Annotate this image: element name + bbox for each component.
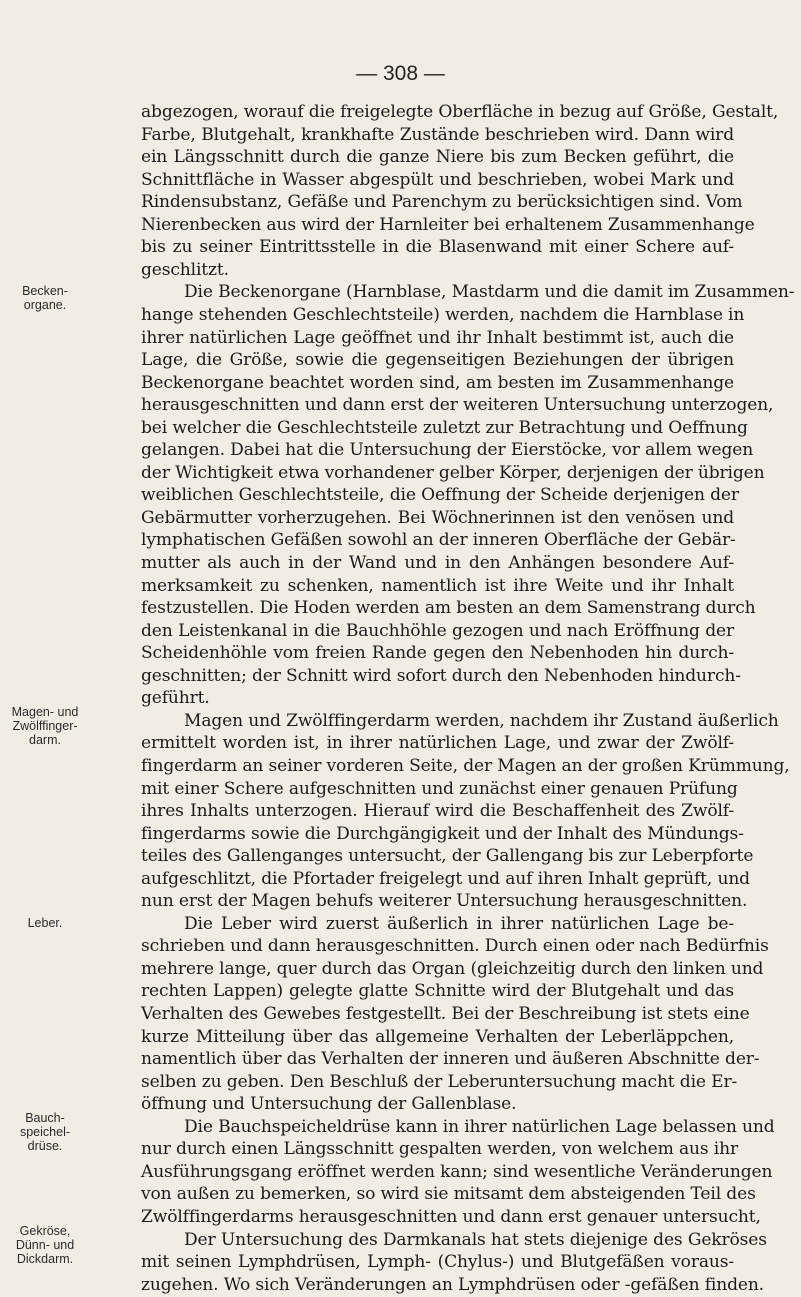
text-line: nun erst der Magen behufs weiterer Untersuchung herausgeschnitten. [141,891,748,911]
text-line: mit seinen Lymphdrüsen, Lymph- (Chylus-) und Blutgefäßen voraus- [141,1252,734,1272]
text-line: ermittelt worden ist, in ihrer natürlichen Lage, und zwar der Zwölf- [141,733,734,753]
text-line: fingerdarm an seiner vorderen Seite, der Magen an der großen Krümmung, [141,756,790,776]
text-line: aufgeschlitzt, die Pfortader freigelegt und auf ihren Inhalt geprüft, und [141,869,750,889]
margin-note: Leber. [27,916,63,930]
text-line: nur durch einen Längsschnitt gespalten werden, von welchem aus ihr [141,1139,738,1159]
text-line: Verhalten des Gewebes festgestellt. Bei der Beschreibung ist stets eine [141,1004,750,1024]
text-line: namentlich über das Verhalten der inneren und äußeren Abschnitte der- [141,1049,760,1069]
text-line: geschnitten; der Schnitt wird sofort durch den Nebenhoden hindurch- [141,666,741,686]
margin-note: Bauch- speichel- drüse. [19,1111,71,1153]
text-line: kurze Mitteilung über das allgemeine Verhalten der Leberläppchen, [141,1027,734,1047]
text-line: Scheidenhöhle vom freien Rande gegen den Nebenhoden hin durch- [141,643,734,663]
text-line: Die Beckenorgane (Harnblase, Mastdarm und die damit im Zusammen- [184,282,795,302]
text-line: bis zu seiner Eintrittsstelle in die Blasenwand mit einer Schere auf- [141,237,734,257]
text-line: Farbe, Blutgehalt, krankhafte Zustände beschrieben wird. Dann wird [141,125,734,145]
text-line: zugehen. Wo sich Veränderungen an Lymphdrüsen oder -gefäßen finden. [141,1275,764,1295]
text-line: Nierenbecken aus wird der Harnleiter bei erhaltenem Zusammenhange [141,215,755,235]
text-line: ihrer natürlichen Lage geöffnet und ihr Inhalt bestimmt ist, auch die [141,328,734,348]
text-line: weiblichen Geschlechtsteile, die Oeffnung der Scheide derjenigen der [141,485,739,505]
text-line: mutter als auch in der Wand und in den Anhängen besondere Auf- [141,553,734,573]
page-number: — 308 — [356,62,445,85]
text-line: Ausführungsgang eröffnet werden kann; sind wesentliche Veränderungen [141,1162,773,1182]
text-line: öffnung und Untersuchung der Gallenblase. [141,1094,517,1114]
text-line: Schnittfläche in Wasser abgespült und beschrieben, wobei Mark und [141,170,734,190]
text-line: mehrere lange, quer durch das Organ (gleichzeitig durch den linken und [141,959,764,979]
text-line: Magen und Zwölffingerdarm werden, nachdem ihr Zustand äußerlich [184,711,779,731]
text-line: schrieben und dann herausgeschnitten. Durch einen oder nach Bedürfnis [141,936,769,956]
text-line: Die Bauchspeicheldrüse kann in ihrer natürlichen Lage belassen und [184,1117,775,1137]
text-line: Lage, die Größe, sowie die gegenseitigen Beziehungen der übrigen [141,350,734,370]
text-line: geführt. [141,688,210,708]
margin-note: Gekröse, Dünn- und Dickdarm. [15,1224,75,1266]
margin-note: Becken- organe. [22,284,68,312]
text-line: lymphatischen Gefäßen sowohl an der inneren Oberfläche der Gebär- [141,530,736,550]
text-line: Gebärmutter vorherzugehen. Bei Wöchnerinnen ist den venösen und [141,508,734,528]
text-line: herausgeschnitten und dann erst der weiteren Untersuchung unterzogen, [141,395,774,415]
text-line: Rindensubstanz, Gefäße und Parenchym zu berücksichtigen sind. Vom [141,192,743,212]
text-line: geschlitzt. [141,260,229,280]
text-line: Die Leber wird zuerst äußerlich in ihrer natürlichen Lage be- [184,914,734,934]
text-line: selben zu geben. Den Beschluß der Leberuntersuchung macht die Er- [141,1072,738,1092]
text-line: bei welcher die Geschlechtsteile zuletzt zur Betrachtung und Oeffnung [141,418,748,438]
text-line: festzustellen. Die Hoden werden am besten an dem Samenstrang durch [141,598,756,618]
margin-note: Magen- und Zwölffinger- darm. [11,705,79,747]
text-line: von außen zu bemerken, so wird sie mitsamt dem absteigenden Teil des [141,1184,756,1204]
text-line: abgezogen, worauf die freigelegte Oberfläche in bezug auf Größe, Gestalt, [141,102,779,122]
text-line: ein Längsschnitt durch die ganze Niere bis zum Becken geführt, die [141,147,734,167]
text-line: rechten Lappen) gelegte glatte Schnitte wird der Blutgehalt und das [141,981,734,1001]
text-line: Zwölffingerdarms herausgeschnitten und dann erst genauer untersucht, [141,1207,761,1227]
text-line: den Leistenkanal in die Bauchhöhle gezogen und nach Eröffnung der [141,621,734,641]
text-line: ihres Inhalts unterzogen. Hierauf wird die Beschaffenheit des Zwölf- [141,801,734,821]
text-line: hange stehenden Geschlechtsteile) werden, nachdem die Harnblase in [141,305,745,325]
text-line: teiles des Gallenganges untersucht, der Gallengang bis zur Leberpforte [141,846,754,866]
text-line: mit einer Schere aufgeschnitten und zunächst einer genauen Prüfung [141,779,738,799]
text-line: Beckenorgane beachtet worden sind, am besten im Zusammenhange [141,373,734,393]
text-line: gelangen. Dabei hat die Untersuchung der Eierstöcke, vor allem wegen [141,440,754,460]
text-line: fingerdarms sowie die Durchgängigkeit und der Inhalt des Mündungs- [141,824,744,844]
text-line: Der Untersuchung des Darmkanals hat stets diejenige des Gekröses [184,1230,767,1250]
text-line: merksamkeit zu schenken, namentlich ist ihre Weite und ihr Inhalt [141,576,734,596]
text-line: der Wichtigkeit etwa vorhandener gelber Körper, derjenigen der übrigen [141,463,765,483]
